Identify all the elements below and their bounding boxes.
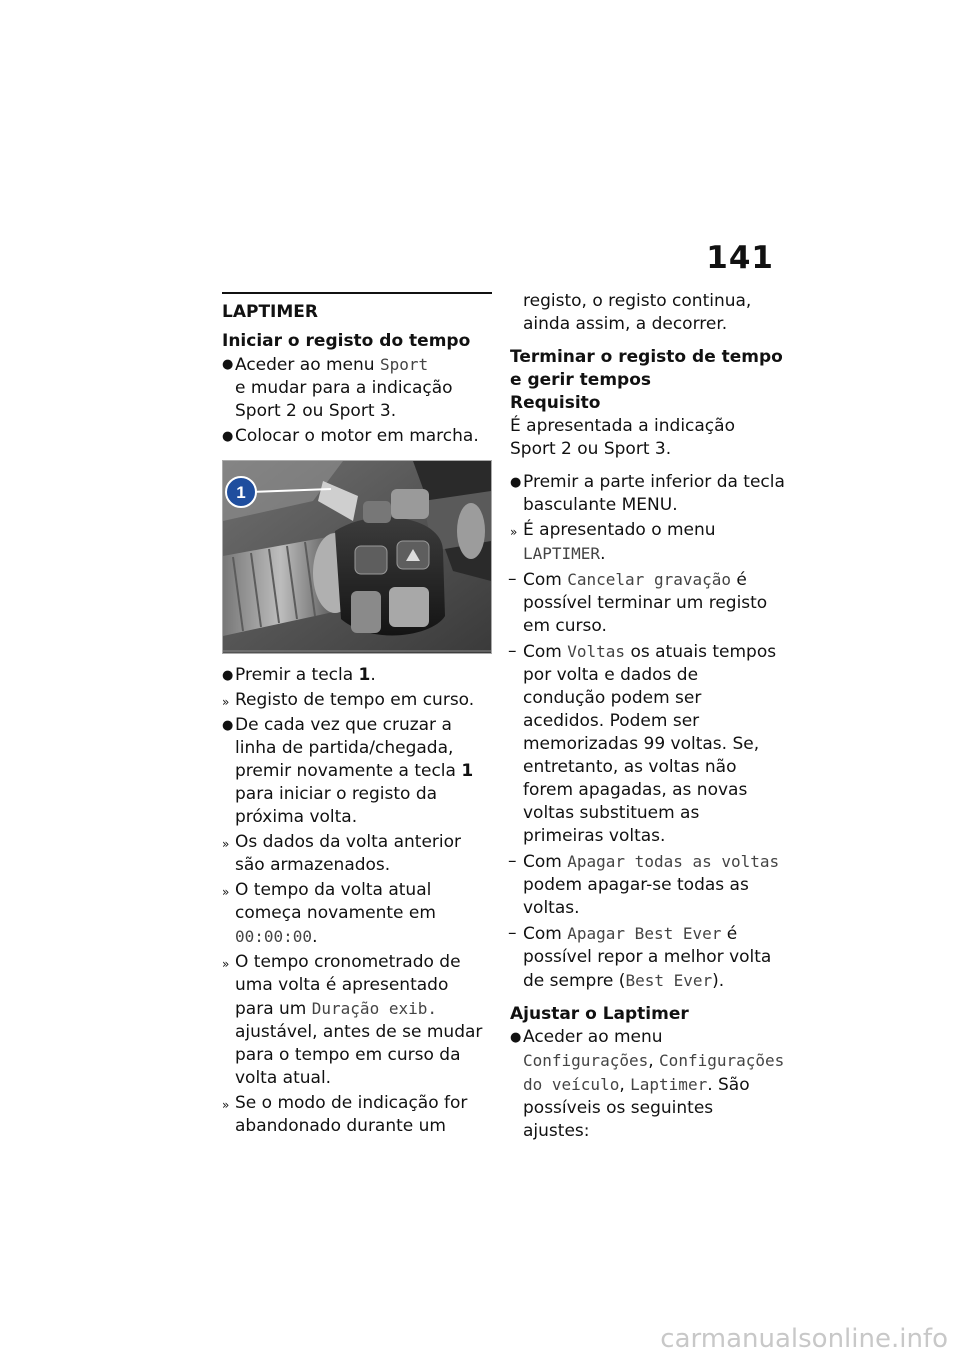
result-item: » Registo de tempo em curso. xyxy=(222,689,492,712)
step-item: ● Aceder ao menu Sport e mudar para a indicação Sport 2 ou Sport 3. xyxy=(222,355,453,421)
result-item: » Os dados da volta anterior são armazenados. xyxy=(222,832,462,875)
result-item: » Se o modo de indicação for abandonado durante um xyxy=(222,1093,468,1136)
adjust-heading: Ajustar o Laptimer xyxy=(510,1004,689,1024)
continuation-text: registo, o registo continua, ainda assim, a decorrer. xyxy=(523,291,752,334)
result-arrow-icon: » xyxy=(222,695,230,709)
step-item: ● Aceder ao menu Configurações, Configurações do veículo, Laptimer. São possíveis os seguintes ajustes: xyxy=(510,1027,785,1141)
dash-icon: – xyxy=(508,851,517,871)
result-item: » É apresentado o menu LAPTIMER. xyxy=(510,520,716,564)
result-arrow-icon: » xyxy=(222,957,230,971)
start-heading: Iniciar o registo do tempo xyxy=(222,331,471,351)
handlebar-switch-photo xyxy=(222,460,492,654)
watermark-link[interactable]: carmanualsonline.info xyxy=(660,1324,948,1354)
option-item: – Com Apagar Best Ever é possível repor a melhor volta de sempre (Best Ever). xyxy=(508,923,772,991)
result-item: » O tempo da volta atual começa novamente em 00:00:00. xyxy=(222,880,436,947)
step-item: ● Colocar o motor em marcha. xyxy=(222,426,479,446)
bullet-icon: ● xyxy=(510,1030,522,1045)
bullet-icon: ● xyxy=(222,429,234,444)
requisite-heading: Requisito xyxy=(510,393,601,413)
left-column xyxy=(222,292,492,1140)
result-arrow-icon: » xyxy=(510,525,518,539)
step-item: ● De cada vez que cruzar a linha de partida/chegada, premir novamente a tecla 1 para iniciar o registo da próxima volta. xyxy=(222,715,474,827)
figure-callout: 1 xyxy=(236,483,246,502)
section-rule xyxy=(222,292,492,294)
right-column xyxy=(510,290,785,1145)
result-arrow-icon: » xyxy=(222,885,230,899)
option-item: – Com Cancelar gravação é possível terminar um registo em curso. xyxy=(508,569,768,636)
dash-icon: – xyxy=(508,923,517,943)
result-arrow-icon: » xyxy=(222,837,230,851)
option-item: – Com Apagar todas as voltas podem apagar-se todas as voltas. xyxy=(508,851,780,918)
page-number: 141 xyxy=(706,240,774,276)
result-arrow-icon: » xyxy=(222,1098,230,1112)
bullet-icon: ● xyxy=(510,475,522,490)
dash-icon: – xyxy=(508,641,517,661)
section-title: LAPTIMER xyxy=(222,302,318,322)
requisite-text: É apresentada a indicação Sport 2 ou Sport 3. xyxy=(510,416,735,459)
result-item: » O tempo cronometrado de uma volta é apresentado para um Duração exib. ajustável, antes de se mudar para o tempo em curso da volta atual. xyxy=(222,952,483,1088)
handlebar-switch-illustration xyxy=(223,461,491,653)
bullet-icon: ● xyxy=(222,668,234,683)
bullet-icon: ● xyxy=(222,718,234,733)
dash-icon: – xyxy=(508,569,517,589)
end-heading: Terminar o registo de tempo e gerir tempos xyxy=(510,347,783,390)
step-item: ● Premir a parte inferior da tecla basculante MENU. xyxy=(510,472,785,515)
option-item: – Com Voltas os atuais tempos por volta e dados de condução podem ser acedidos. Podem ser memorizadas 99 voltas. Se, entretanto, as voltas não forem apagadas, as novas voltas substituem as primeiras voltas. xyxy=(508,641,777,846)
bullet-icon: ● xyxy=(222,357,234,372)
step-item: ● Premir a tecla 1. xyxy=(222,665,376,685)
